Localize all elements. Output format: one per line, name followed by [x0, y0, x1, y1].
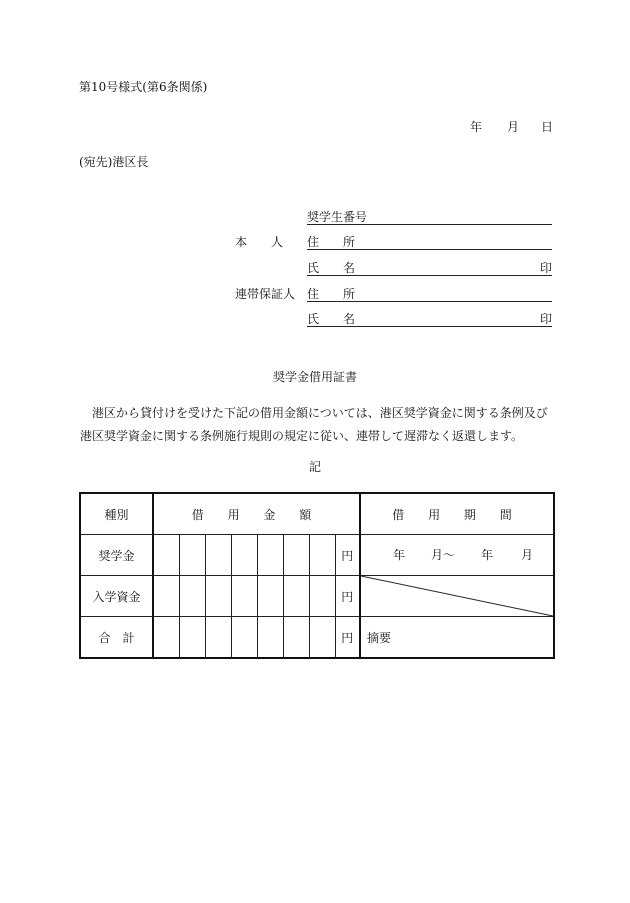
period-cell[interactable]: [360, 535, 554, 576]
addressee: (宛先)港区長: [79, 155, 149, 169]
yen-unit: 円: [335, 535, 360, 576]
period-year-1: 年: [393, 548, 406, 562]
amount-digit-cell[interactable]: [153, 535, 179, 576]
guarantor-name-field[interactable]: [307, 326, 552, 327]
amount-digit-cell[interactable]: [231, 617, 257, 659]
period-cell-struck: [360, 576, 554, 617]
principal-name-field[interactable]: [307, 275, 552, 276]
form-number: 第10号様式(第6条関係): [79, 80, 208, 94]
amount-digit-cell[interactable]: [283, 617, 309, 659]
amount-digit-cell[interactable]: [179, 535, 205, 576]
amount-digit-cell[interactable]: [231, 535, 257, 576]
student-number-label: 奨学生番号: [307, 210, 368, 224]
yen-unit: 円: [335, 617, 360, 659]
table-row: [80, 617, 554, 659]
principal-address-label: 住 所: [307, 235, 356, 249]
amount-digit-cell[interactable]: [257, 535, 283, 576]
remarks-cell[interactable]: [360, 617, 554, 659]
date-year: 年: [470, 120, 483, 134]
amount-digit-cell[interactable]: [309, 535, 335, 576]
guarantor-name-label: 氏 名: [307, 312, 356, 326]
amount-digit-cell[interactable]: [179, 617, 205, 659]
table-row: [80, 535, 554, 576]
student-number-field[interactable]: [307, 224, 552, 225]
period-month-2: 月: [521, 548, 534, 562]
principal-address-field[interactable]: [307, 249, 552, 250]
date-month: 月: [507, 120, 520, 134]
guarantor-address-field[interactable]: [307, 301, 552, 302]
diagonal-strike: [361, 576, 553, 616]
principal-seal: 印: [540, 261, 553, 275]
row-label: 合 計: [80, 617, 153, 659]
guarantor-address-label: 住 所: [307, 287, 356, 301]
amount-digit-cell[interactable]: [231, 576, 257, 617]
period-year-2: 年: [481, 548, 494, 562]
header-amount: 借 用 金 額: [153, 493, 360, 535]
row-label: 奨学金: [80, 535, 153, 576]
amount-digit-cell[interactable]: [283, 576, 309, 617]
header-period: 借 用 期 間: [360, 493, 554, 535]
period-month-1: 月～: [431, 548, 456, 562]
principal-label: 本 人: [235, 235, 284, 249]
row-label: 入学資金: [80, 576, 153, 617]
ki-label: 記: [308, 460, 321, 474]
loan-table: [79, 492, 555, 659]
header-type: 種別: [80, 493, 153, 535]
guarantor-label: 連帯保証人: [235, 287, 296, 301]
amount-digit-cell[interactable]: [309, 617, 335, 659]
table-header-row: [80, 493, 554, 535]
amount-digit-cell[interactable]: [309, 576, 335, 617]
principal-name-label: 氏 名: [307, 261, 356, 275]
amount-digit-cell[interactable]: [205, 576, 231, 617]
remarks-label: 摘要: [367, 630, 392, 645]
yen-unit: 円: [335, 576, 360, 617]
amount-digit-cell[interactable]: [205, 535, 231, 576]
amount-digit-cell[interactable]: [153, 576, 179, 617]
body-text: 港区から貸付けを受けた下記の借用金額については、港区奨学資金に関する条例及び港区奨学資金に関する条例施行規則の規定に従い、連帯して遅滞なく返還します。: [80, 406, 548, 443]
date-day: 日: [541, 120, 554, 134]
amount-digit-cell[interactable]: [205, 617, 231, 659]
amount-digit-cell[interactable]: [283, 535, 309, 576]
document-title: 奨学金借用証書: [272, 370, 357, 384]
amount-digit-cell[interactable]: [153, 617, 179, 659]
amount-digit-cell[interactable]: [257, 617, 283, 659]
amount-digit-cell[interactable]: [257, 576, 283, 617]
guarantor-seal: 印: [540, 312, 553, 326]
amount-digit-cell[interactable]: [179, 576, 205, 617]
table-row: [80, 576, 554, 617]
